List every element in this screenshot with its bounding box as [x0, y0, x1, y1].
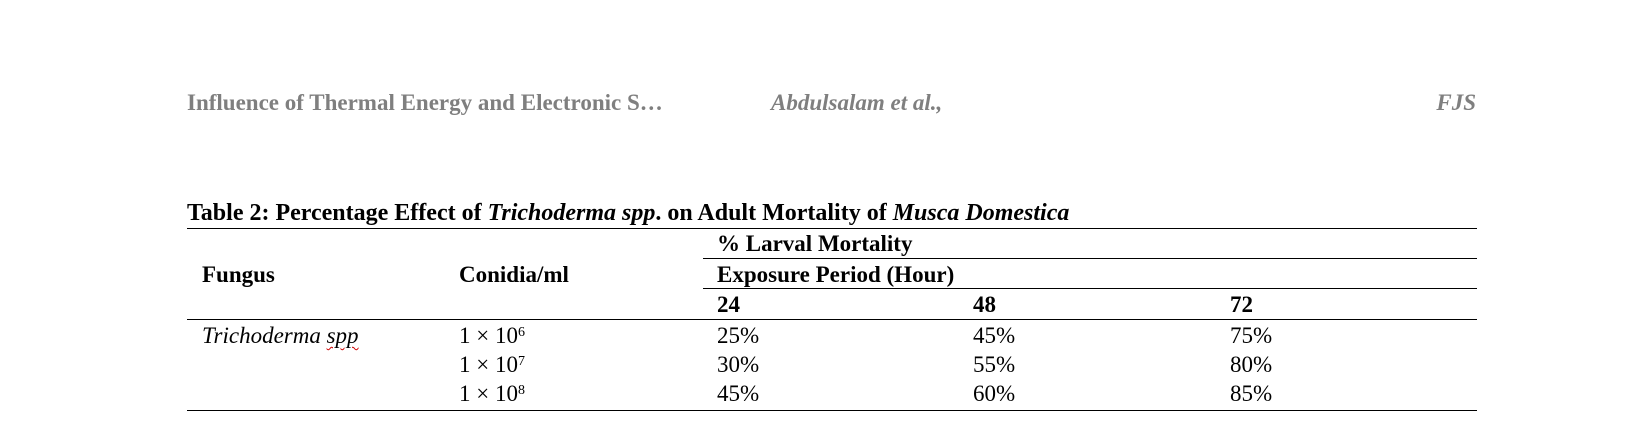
- row-2-value-48: 55%: [973, 352, 1016, 377]
- header-bottom-rule: [187, 319, 1477, 320]
- table-top-rule: [187, 228, 1477, 229]
- table-caption: [187, 198, 1069, 228]
- header-hour-24: 24: [717, 292, 740, 317]
- row-3-concentration: [459, 380, 525, 408]
- header-larval-mortality: % Larval Mortality: [717, 231, 913, 256]
- fungus-name: [202, 322, 359, 350]
- row-2-conc-base: 1 × 10: [459, 352, 518, 377]
- row-3-value-48: 60%: [973, 381, 1016, 406]
- row-3-conc-exponent: 8: [517, 383, 525, 398]
- caption-organism-musca: Musca Domestica: [892, 200, 1070, 226]
- header-fungus: Fungus: [202, 262, 275, 287]
- row-1-value-24: 25%: [717, 323, 760, 348]
- header-hour-48: 48: [973, 292, 996, 317]
- row-2-value-24: 30%: [717, 352, 760, 377]
- row-3-conc-base: 1 × 10: [459, 381, 518, 406]
- row-1-concentration: [459, 322, 525, 350]
- caption-organism-trichoderma: Trichoderma spp: [487, 200, 656, 226]
- running-header-journal: FJS: [1436, 90, 1476, 115]
- running-header-title: Influence of Thermal Energy and Electronic S…: [187, 90, 663, 115]
- row-3-value-24: 45%: [717, 381, 760, 406]
- caption-middle: . on Adult Mortality of: [655, 200, 893, 226]
- row-1-conc-base: 1 × 10: [459, 323, 518, 348]
- caption-prefix: Table 2: Percentage Effect of: [187, 200, 488, 226]
- row-2-conc-exponent: 7: [517, 354, 525, 369]
- header-hour-72: 72: [1230, 292, 1253, 317]
- row-2-value-72: 80%: [1230, 352, 1273, 377]
- fungus-spp-spellcheck: spp: [326, 323, 359, 348]
- running-header: [0, 90, 1626, 124]
- header-exposure-period: Exposure Period (Hour): [717, 262, 955, 287]
- group-header-rule: [703, 258, 1477, 259]
- row-3-value-72: 85%: [1230, 381, 1273, 406]
- running-header-authors: Abdulsalam et al.,: [771, 90, 943, 115]
- row-1-conc-exponent: 6: [517, 325, 525, 340]
- table-bottom-rule: [187, 410, 1477, 411]
- header-conidia: Conidia/ml: [459, 262, 569, 287]
- row-1-value-72: 75%: [1230, 323, 1273, 348]
- row-2-concentration: [459, 351, 525, 379]
- fungus-genus: Trichoderma: [202, 323, 321, 348]
- row-1-value-48: 45%: [973, 323, 1016, 348]
